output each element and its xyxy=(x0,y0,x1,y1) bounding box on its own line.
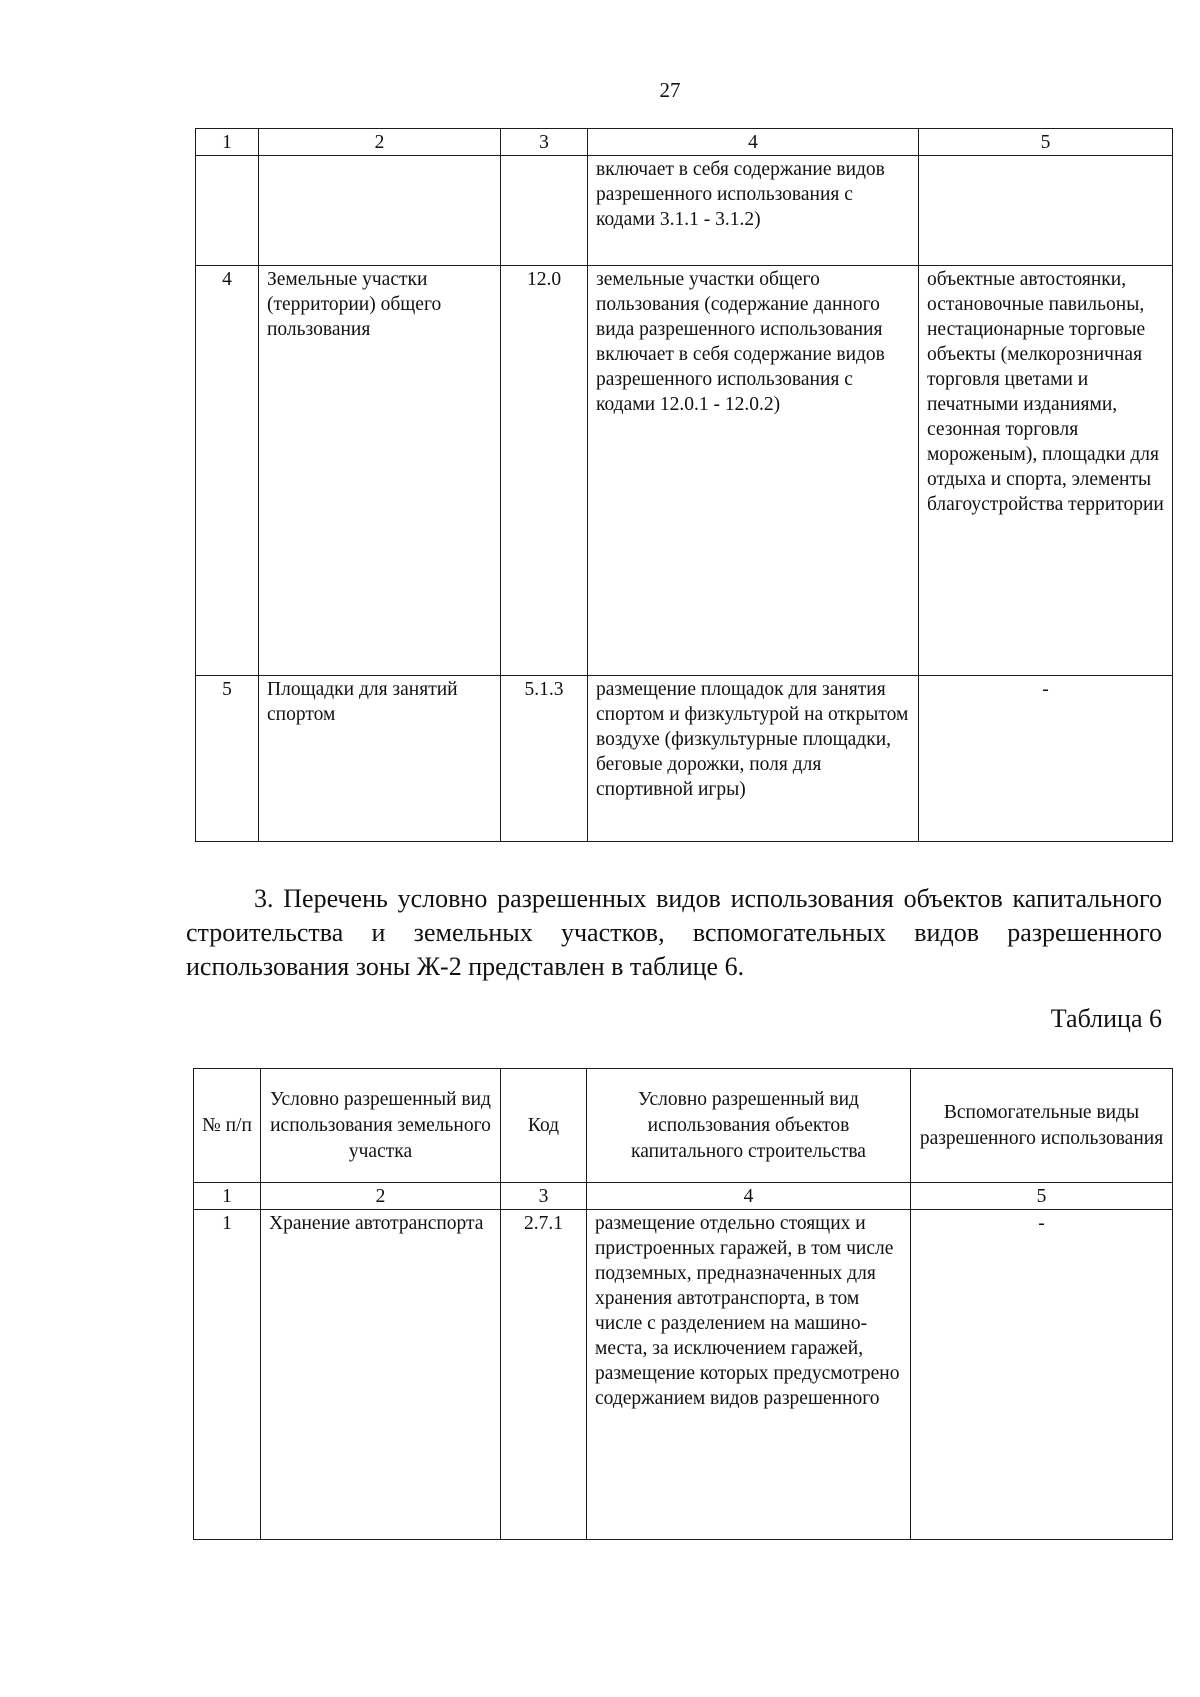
auxiliary-uses: объектные автостоянки, остановочные павильоны, нестационарные торговые объекты (мелкорозничная торговля цветами и печатными изданиями, сезонная торговля мороженым), площадки для отдыха и спорта, элементы благоустройства территории xyxy=(919,266,1173,676)
table-row xyxy=(196,156,1173,266)
row-number: 5 xyxy=(196,676,259,842)
land-use-name: Хранение автотранспорта xyxy=(261,1210,501,1540)
column-number: 3 xyxy=(501,129,588,156)
header-land-use: Условно разрешенный вид использования земельного участка xyxy=(261,1069,501,1183)
header-auxiliary: Вспомогательные виды разрешенного использования xyxy=(911,1069,1173,1183)
table-caption: Таблица 6 xyxy=(1050,1004,1162,1033)
table-row xyxy=(194,1210,1173,1540)
section-paragraph: 3. Перечень условно разрешенных видов использования объектов капитального строительства и земельных участков, вспомогательных видов разрешенного использования зоны Ж-2 представлен в таблице 6. xyxy=(186,884,1162,981)
use-code: 12.0 xyxy=(501,266,588,676)
row-number: 4 xyxy=(196,266,259,676)
continued-table xyxy=(195,128,1173,842)
row-number: 1 xyxy=(194,1210,261,1540)
use-code: 5.1.3 xyxy=(501,676,588,842)
header-capital-construction: Условно разрешенный вид использования объектов капитального строительства xyxy=(587,1069,911,1183)
auxiliary-uses: - xyxy=(919,676,1173,842)
column-number: 2 xyxy=(261,1183,501,1210)
use-description: размещение площадок для занятия спортом и физкультурой на открытом воздухе (физкультурные площадки, беговые дорожки, поля для спортивной игры) xyxy=(588,676,919,842)
column-number-row xyxy=(196,129,1173,156)
page-number: 27 xyxy=(659,78,681,102)
land-use-name: Земельные участки (территории) общего пользования xyxy=(259,266,501,676)
table-row xyxy=(196,266,1173,676)
row-number xyxy=(196,156,259,266)
table-header-row xyxy=(194,1069,1173,1183)
table-6 xyxy=(193,1068,1173,1540)
auxiliary-uses xyxy=(919,156,1173,266)
column-number: 4 xyxy=(587,1183,911,1210)
column-number-row xyxy=(194,1183,1173,1210)
column-number: 1 xyxy=(196,129,259,156)
use-description: размещение отдельно стоящих и пристроенных гаражей, в том числе подземных, предназначенных для хранения автотранспорта, в том числе с разделением на машино-места, за исключением гаражей, размещение которых предусмотрено содержанием видов разрешенного xyxy=(587,1210,911,1540)
auxiliary-uses: - xyxy=(911,1210,1173,1540)
column-number: 2 xyxy=(259,129,501,156)
use-code: 2.7.1 xyxy=(501,1210,587,1540)
use-code xyxy=(501,156,588,266)
use-description: земельные участки общего пользования (содержание данного вида разрешенного использования включает в себя содержание видов разрешенного использования с кодами 12.0.1 - 12.0.2) xyxy=(588,266,919,676)
use-description: включает в себя содержание видов разрешенного использования с кодами 3.1.1 - 3.1.2) xyxy=(588,156,919,266)
column-number: 5 xyxy=(911,1183,1173,1210)
table-row xyxy=(196,676,1173,842)
column-number: 1 xyxy=(194,1183,261,1210)
column-number: 4 xyxy=(588,129,919,156)
column-number: 3 xyxy=(501,1183,587,1210)
column-number: 5 xyxy=(919,129,1173,156)
land-use-name xyxy=(259,156,501,266)
land-use-name: Площадки для занятий спортом xyxy=(259,676,501,842)
header-code: Код xyxy=(501,1069,587,1183)
header-number: № п/п xyxy=(194,1069,261,1183)
